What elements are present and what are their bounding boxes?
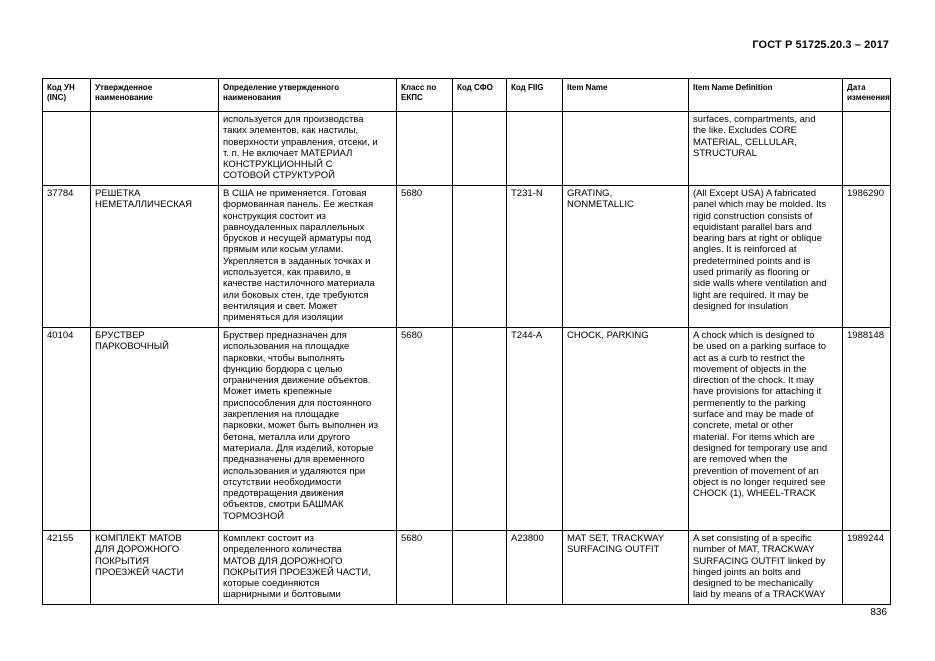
cell-inc — [43, 112, 91, 186]
cell-sfo-code — [453, 186, 507, 328]
cell-item-name-definition: A set consisting of a specific number of MAT, TRACKWAY SURFACING OUTFIT linked by hinged joints an bolts and designed to be mechanically laid by means of a TRACKWAY — [689, 531, 843, 605]
cell-item-name: GRATING, NONMETALLIC — [563, 186, 689, 328]
header-change-date: Дата изменения — [843, 79, 891, 112]
table-header-row — [43, 79, 891, 112]
cell-item-name — [563, 112, 689, 186]
cell-fiig-code — [507, 112, 563, 186]
header-item-name-definition: Item Name Definition — [689, 79, 843, 112]
cell-item-name-definition: surfaces, compartments, and the like. Excludes CORE MATERIAL, CELLULAR, STRUCTURAL — [689, 112, 843, 186]
table-row — [43, 112, 891, 186]
cell-approved-name: БРУСТВЕР ПАРКОВОЧНЫЙ — [91, 328, 219, 531]
header-sfo-code: Код СФО — [453, 79, 507, 112]
cell-inc: 40104 — [43, 328, 91, 531]
cell-ekps-class: 5680 — [397, 328, 453, 531]
document-title: ГОСТ Р 51725.20.3 – 2017 — [752, 39, 889, 51]
cell-change-date — [843, 112, 891, 186]
cell-definition: используется для производства таких элементов, как настилы, поверхности управления, отсеки, и т. п. Не включает МАТЕРИАЛ КОНСТРУКЦИОННЫЙ С СОТОВОЙ СТРУКТУРОЙ — [219, 112, 397, 186]
cell-approved-name: РЕШЕТКА НЕМЕТАЛЛИЧЕСКАЯ — [91, 186, 219, 328]
header-ekps-class: Класс по ЕКПС — [397, 79, 453, 112]
header-inc: Код УН (INC) — [43, 79, 91, 112]
cell-sfo-code — [453, 531, 507, 605]
cell-change-date: 1989244 — [843, 531, 891, 605]
cell-approved-name — [91, 112, 219, 186]
cell-approved-name: КОМПЛЕКТ МАТОВ ДЛЯ ДОРОЖНОГО ПОКРЫТИЯ ПРОЕЗЖЕЙ ЧАСТИ — [91, 531, 219, 605]
cell-definition: Комплект состоит из определенного количества МАТОВ ДЛЯ ДОРОЖНОГО ПОКРЫТИЯ ПРОЕЗЖЕЙ ЧАСТИ, которые соединяются шарнирными и болтовыми — [219, 531, 397, 605]
cell-inc: 42155 — [43, 531, 91, 605]
cell-item-name: MAT SET, TRACKWAY SURFACING OUTFIT — [563, 531, 689, 605]
cell-change-date: 1988148 — [843, 328, 891, 531]
table-row — [43, 531, 891, 605]
cell-fiig-code: T231-N — [507, 186, 563, 328]
header-item-name: Item Name — [563, 79, 689, 112]
cell-change-date: 1986290 — [843, 186, 891, 328]
page-number: 836 — [870, 607, 887, 618]
cell-sfo-code — [453, 328, 507, 531]
header-approved-name: Утвержденное наименование — [91, 79, 219, 112]
header-definition: Определение утвержденного наименования — [219, 79, 397, 112]
cell-item-name-definition: A chock which is designed to be used on a parking surface to act as a curb to restrict the movement of objects in the direction of the chock. It may have provisions for attaching it permenently to the parking surface and may be made of concrete, metal or other material. For items which are designed for temporary use and are removed when the prevention of movement of an object is no longer required see CHOCK (1), WHEEL-TRACK — [689, 328, 843, 531]
cell-fiig-code: T244-A — [507, 328, 563, 531]
cell-ekps-class — [397, 112, 453, 186]
table-row — [43, 328, 891, 531]
cell-inc: 37784 — [43, 186, 91, 328]
cell-ekps-class: 5680 — [397, 186, 453, 328]
catalog-table — [42, 78, 891, 605]
cell-sfo-code — [453, 112, 507, 186]
cell-ekps-class: 5680 — [397, 531, 453, 605]
header-fiig-code: Код FIIG — [507, 79, 563, 112]
table-row — [43, 186, 891, 328]
cell-definition: Бруствер предназначен для использования на площадке парковки, чтобы выполнять функцию бордюра с целью ограничения движение объектов. Может иметь крепежные приспособления для постоянного закрепления на площадке парковки, может быть выполнен из бетона, металла или другого материала. Для изделий, которые предназначены для временного использования и удаляются при отсутствии необходимости предотвращения движения объектов, смотри БАШМАК ТОРМОЗНОЙ — [219, 328, 397, 531]
cell-fiig-code: A23800 — [507, 531, 563, 605]
cell-definition: В США не применяется. Готовая формованная панель. Ее жесткая конструкция состоит из равноудаленных параллельных брусков и несущей арматуры под прямым или косым углами. Укрепляется в заданных точках и используется, как правило, в качестве настилочного материала или боковых стен, где требуются вентиляция и свет. Может применяться для изоляции — [219, 186, 397, 328]
cell-item-name-definition: (All Except USA) A fabricated panel which may be molded. Its rigid construction consists of equidistant parallel bars and bearing bars at right or oblique angles. It is reinforced at predetermined points and is used primarily as flooring or side walls where ventilation and light are required. It may be designed for insulation — [689, 186, 843, 328]
cell-item-name: CHOCK, PARKING — [563, 328, 689, 531]
